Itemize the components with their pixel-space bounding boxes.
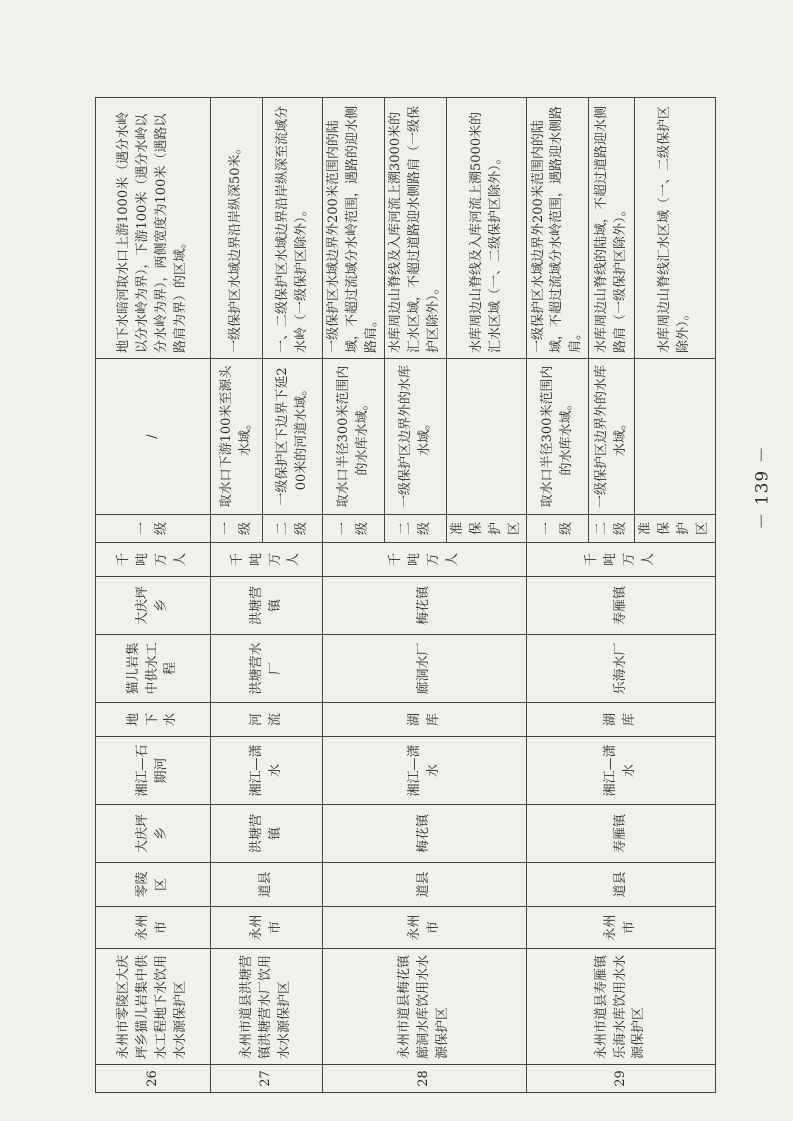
- scale-cell: 千吨万人: [211, 543, 323, 577]
- zone-land-range: 水库周边山脊线汇水区域（一、二级保护区除外）。: [635, 98, 715, 359]
- basin-cell: 湘江—潇水: [211, 737, 323, 805]
- zone-level: 二级: [263, 515, 323, 543]
- scale-cell: 千吨万人: [96, 543, 211, 577]
- zone-water-range: 取水口半径300米范围内的水库水域。: [323, 359, 385, 515]
- row-number: 27: [211, 1065, 323, 1093]
- zone-water-range: 一级保护区边界外的水库水域。: [589, 359, 635, 515]
- zone-water-range: /: [96, 359, 211, 515]
- basin-cell: 湘江—石期河: [96, 737, 211, 805]
- county-cell: 道县: [527, 863, 715, 907]
- county-cell: 道县: [211, 863, 323, 907]
- city-cell: 永州市: [323, 907, 527, 949]
- zone-land-range: 一级保护区水域边界外200米范围内的陆域，不超过流域分水岭范围，遇路的迎水侧路肩。: [323, 98, 385, 359]
- project-cell: 洪塘营水厂: [211, 635, 323, 703]
- location-cell: 寿雁镇: [527, 577, 715, 635]
- table-row: [527, 98, 589, 1093]
- zone-water-range: [447, 359, 527, 515]
- town-cell: 寿雁镇: [527, 805, 715, 863]
- basin-cell: 湘江—潇水: [323, 737, 527, 805]
- zone-water-range: 一级保护区边界外的水库水域。: [385, 359, 447, 515]
- location-cell: 洪塘营镇: [211, 577, 323, 635]
- protection-area-name: 永州市道县洪塘营镇洪塘营水厂饮用水水源保护区: [211, 949, 323, 1065]
- table-row: [96, 98, 211, 1093]
- county-cell: 零陵区: [96, 863, 211, 907]
- row-number: 29: [527, 1065, 715, 1093]
- project-cell: 乐海水厂: [527, 635, 715, 703]
- town-cell: 梅花镇: [323, 805, 527, 863]
- water-source-protection-table: [95, 97, 716, 1093]
- table-row: [323, 98, 385, 1093]
- project-cell: 猫儿岩集中供水工程: [96, 635, 211, 703]
- zone-level: 一级: [211, 515, 263, 543]
- location-cell: 大庆坪乡: [96, 577, 211, 635]
- zone-level: 准保护区: [447, 515, 527, 543]
- protection-area-name: 永州市道县梅花镇廊洞水库饮用水水源保护区: [323, 949, 527, 1065]
- zone-land-range: 水库周边山脊线的陆域，不超过道路迎水侧路肩（一级保护区除外）。: [589, 98, 635, 359]
- page-number: － 139 －: [752, 445, 773, 530]
- scale-cell: 千吨万人: [323, 543, 527, 577]
- county-cell: 道县: [323, 863, 527, 907]
- zone-land-range: 地下水暗河取水口上游1000米（遇分水岭以分水岭为界），下游100米（遇分水岭以分水岭为界），两侧宽度为100米（遇路以路肩为界）的区域。: [96, 98, 211, 359]
- water-type-cell: 湖库: [527, 703, 715, 737]
- zone-level: 准保护区: [635, 515, 715, 543]
- zone-water-range: [635, 359, 715, 515]
- zone-land-range: 一级保护区水域边界沿岸纵深50米。: [211, 98, 263, 359]
- zone-land-range: 一、二级保护区水域边界沿岸纵深至流域分水岭（一级保护区除外）。: [263, 98, 323, 359]
- row-number: 26: [96, 1065, 211, 1093]
- basin-cell: 湘江—潇水: [527, 737, 715, 805]
- table-row: [211, 98, 263, 1093]
- city-cell: 永州市: [527, 907, 715, 949]
- city-cell: 永州市: [211, 907, 323, 949]
- zone-level: 一级: [96, 515, 211, 543]
- zone-land-range: 一级保护区水域边界外200米范围内的陆域，不超过流域分水岭范围，遇路迎水侧路肩。: [527, 98, 589, 359]
- zone-level: 一级: [527, 515, 589, 543]
- town-cell: 大庆坪乡: [96, 805, 211, 863]
- rotated-table-wrapper: [95, 98, 710, 1093]
- zone-level: 一级: [323, 515, 385, 543]
- city-cell: 永州市: [96, 907, 211, 949]
- zone-level: 二级: [589, 515, 635, 543]
- zone-water-range: 取水口下游100米至源头水域。: [211, 359, 263, 515]
- zone-water-range: 取水口半径300米范围内的水库水域。: [527, 359, 589, 515]
- water-type-cell: 地下水: [96, 703, 211, 737]
- town-cell: 洪塘营镇: [211, 805, 323, 863]
- protection-area-name: 永州市零陵区大庆坪乡猫儿岩集中供水工程地下水饮用水水源保护区: [96, 949, 211, 1065]
- water-type-cell: 河流: [211, 703, 323, 737]
- row-number: 28: [323, 1065, 527, 1093]
- zone-land-range: 水库周边山脊线及入库河流上溯5000米的汇水区域（一、二级保护区除外）。: [447, 98, 527, 359]
- zone-level: 二级: [385, 515, 447, 543]
- project-cell: 廊洞水厂: [323, 635, 527, 703]
- water-type-cell: 湖库: [323, 703, 527, 737]
- zone-water-range: 一级保护区下边界下延200米的河道水域。: [263, 359, 323, 515]
- scale-cell: 千吨万人: [527, 543, 715, 577]
- zone-land-range: 水库周边山脊线及入库河流上溯3000米的汇水区域，不超过道路迎水侧路肩（一级保护区除外）。: [385, 98, 447, 359]
- location-cell: 梅花镇: [323, 577, 527, 635]
- protection-area-name: 永州市道县寿雁镇乐海水库饮用水水源保护区: [527, 949, 715, 1065]
